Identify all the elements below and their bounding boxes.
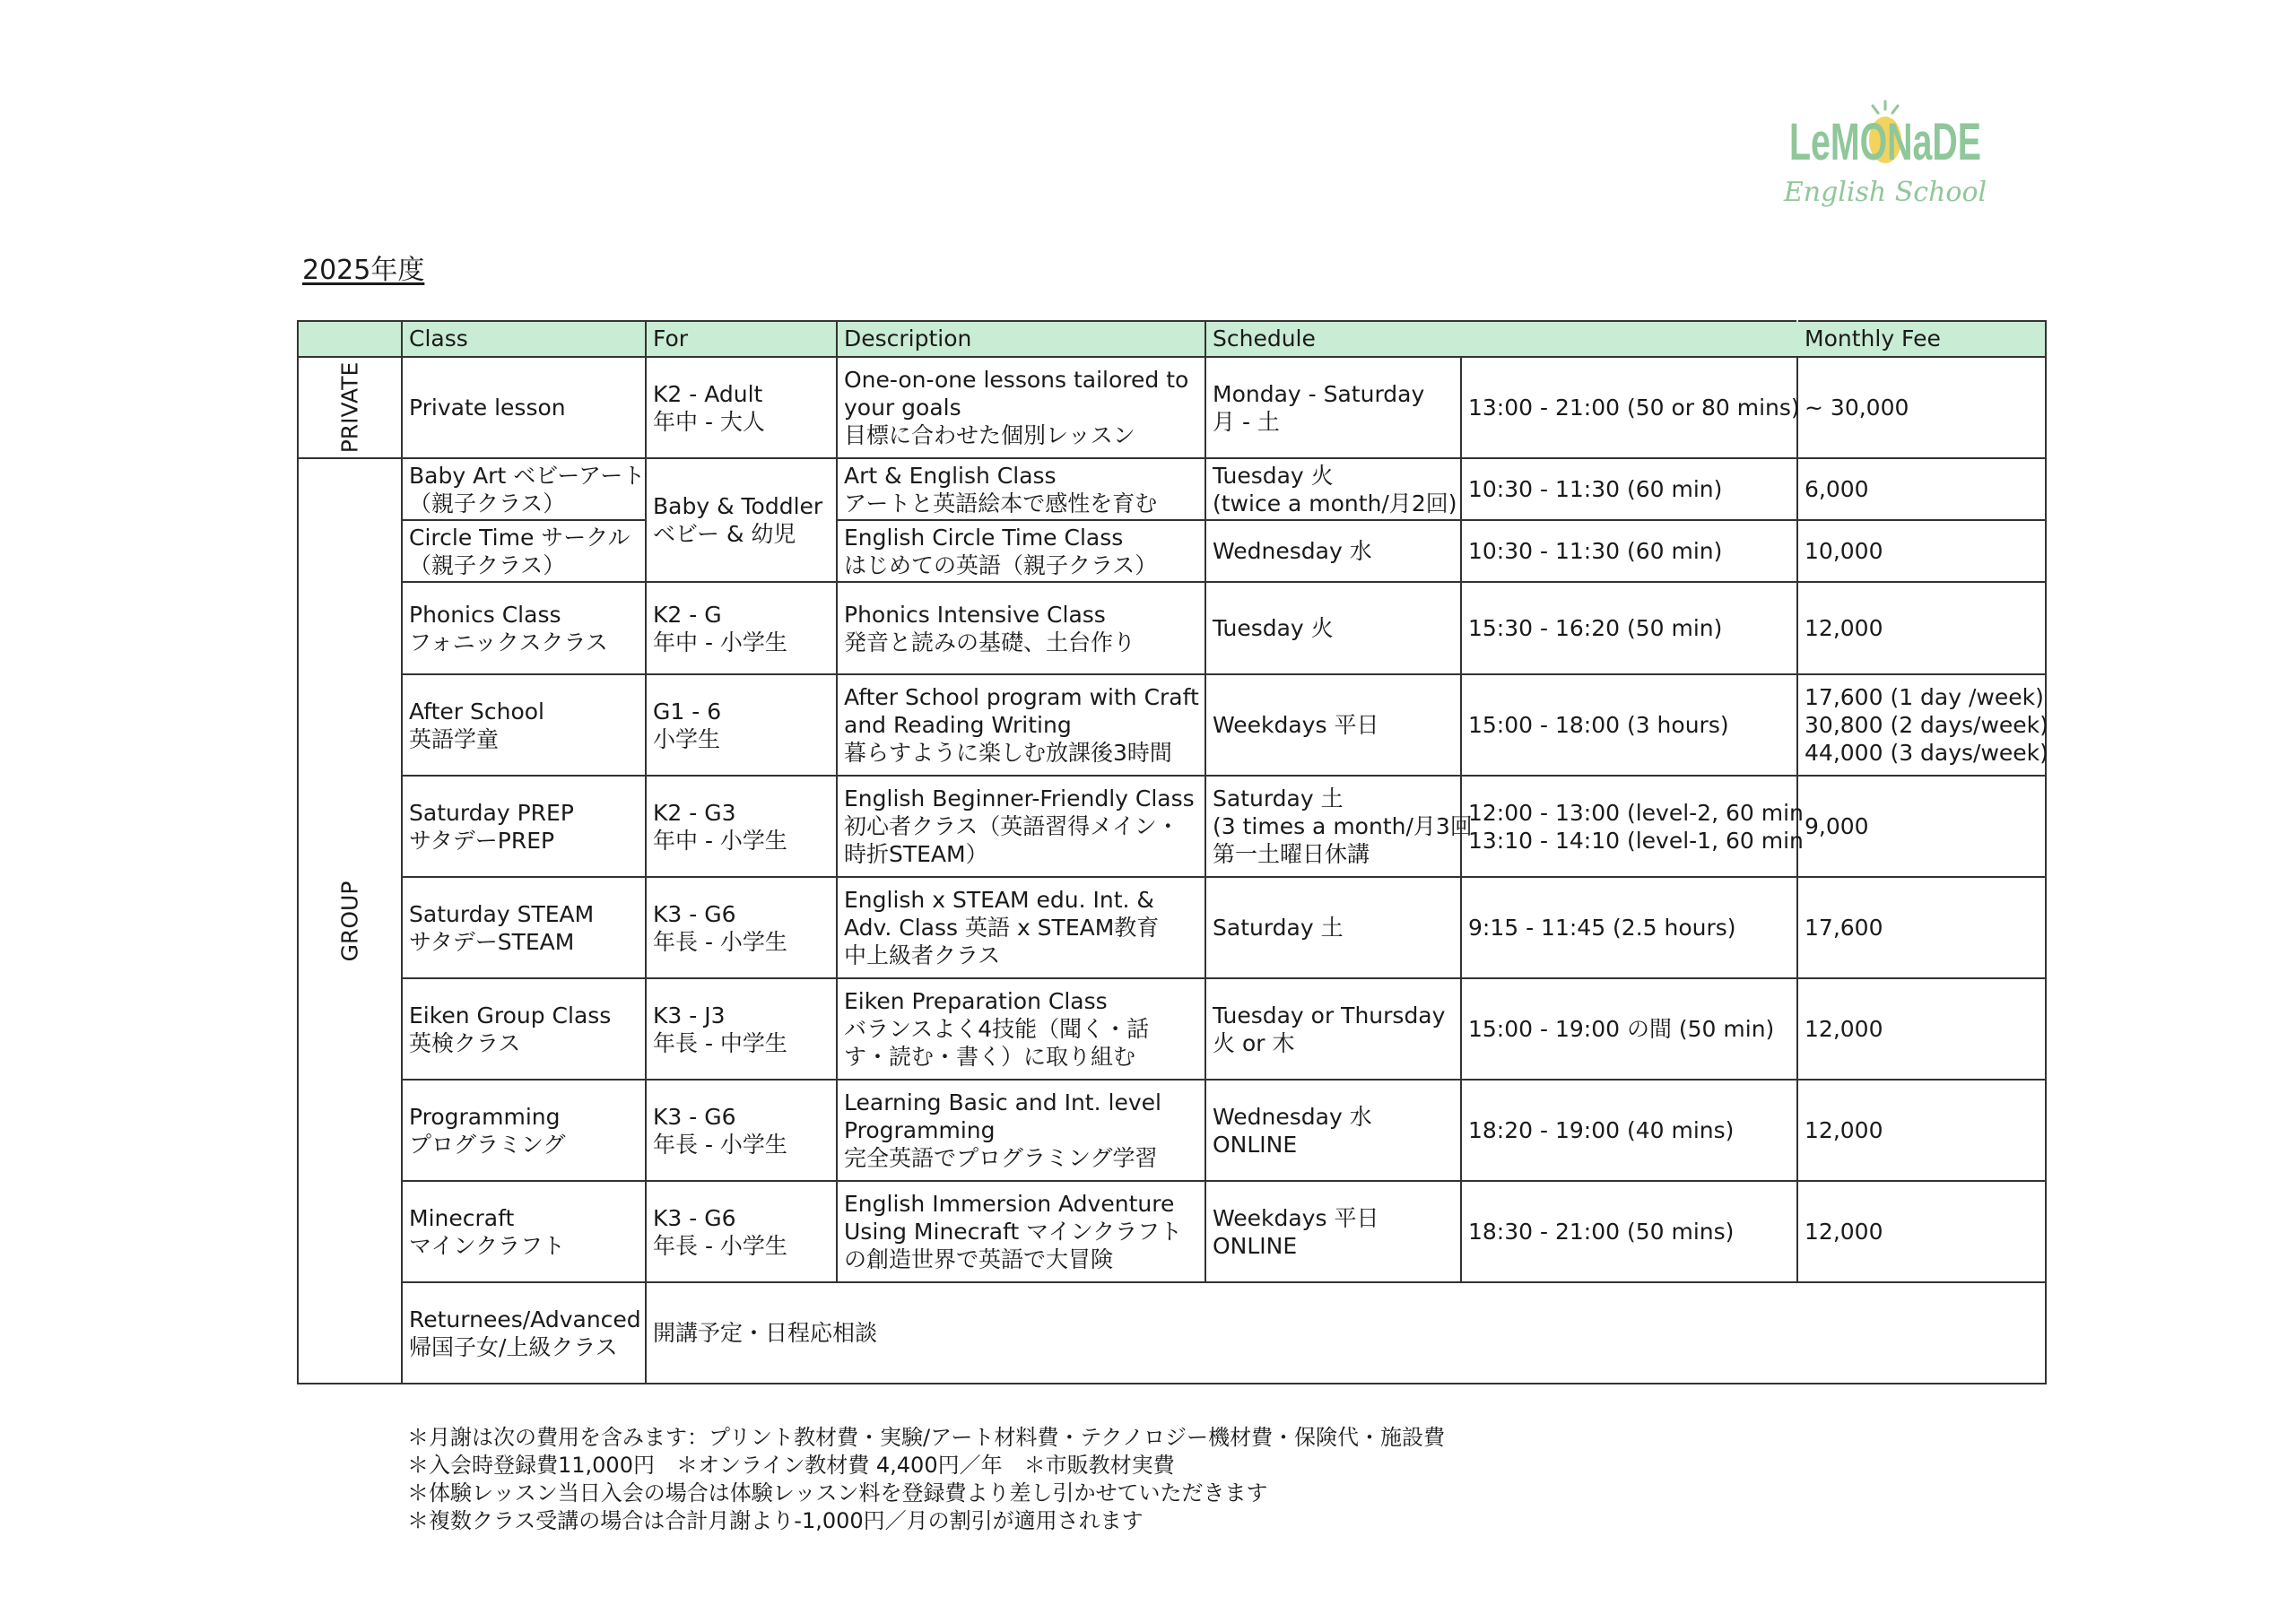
schedule-time-cell: 12:00 - 13:00 (level-2, 60 min 13:10 - 14:10 (level-1, 60 min [1461,776,1797,877]
brand-subtitle: English School [1783,177,1987,208]
fee-cell: 10,000 [1797,520,2046,582]
note-line: ＊複数クラス受講の場合は合計月謝より-1,000円／月の割引が適用されます [407,1508,1144,1533]
fee-cell: 12,000 [1797,1080,2046,1181]
class-cell: Programming プログラミング [402,1080,646,1181]
category-private: PRIVATE [298,357,402,458]
for-cell: K3 - G6 年長 - 小学生 [646,1080,837,1181]
table-row [298,978,2046,1080]
fee-cell: 12,000 [1797,582,2046,674]
for-cell: K2 - G 年中 - 小学生 [646,582,837,674]
schedule-time-cell: 10:30 - 11:30 (60 min) [1461,458,1797,520]
for-cell: K3 - G6 年長 - 小学生 [646,877,837,978]
fee-cell: 12,000 [1797,978,2046,1080]
description-cell: After School program with Craft and Reading Writing 暮らすように楽しむ放課後3時間 [837,674,1205,776]
schedule-time-cell: 18:30 - 21:00 (50 mins) [1461,1181,1797,1282]
for-cell: K2 - G3 年中 - 小学生 [646,776,837,877]
description-cell: Learning Basic and Int. level Programming 完全英語でプログラミング学習 [837,1080,1205,1181]
schedule-time-cell: 15:00 - 19:00 の間 (50 min) [1461,978,1797,1080]
description-cell: Eiken Preparation Class バランスよく4技能（聞く・話 す・読む・書く）に取り組む [837,978,1205,1080]
note-line: ＊月謝は次の費用を含みます：プリント教材費・実験/アート材料費・テクノロジー機材費・保険代・施設費 [407,1425,1445,1450]
class-cell: After School 英語学童 [402,674,646,776]
table-row [298,1282,2046,1384]
description-cell: English x STEAM edu. Int. & Adv. Class 英語 x STEAM教育 中上級者クラス [837,877,1205,978]
schedule-day-cell: Saturday 土 [1205,877,1461,978]
schedule-time-cell: 15:00 - 18:00 (3 hours) [1461,674,1797,776]
for-cell: K3 - J3 年長 - 中学生 [646,978,837,1080]
schedule-day-cell: Weekdays 平日 [1205,674,1461,776]
brand-wordmark: LeMONaDE [1789,113,1981,171]
schedule-time-cell: 13:00 - 21:00 (50 or 80 mins) [1461,357,1797,458]
header-category [298,321,402,357]
fee-cell: ~ 30,000 [1797,357,2046,458]
table-row [298,1080,2046,1181]
header-schedule: Schedule [1205,321,1797,357]
class-cell: Baby Art ベビーアート （親子クラス） [402,458,646,520]
table-row [298,582,2046,674]
class-cell: Saturday STEAM サタデーSTEAM [402,877,646,978]
fee-cell: 17,600 (1 day /week) 30,800 (2 days/week) 44,000 (3 days/week) [1797,674,2046,776]
description-cell: Art & English Class アートと英語絵本で感性を育む [837,458,1205,520]
category-group: GROUP [298,458,402,1384]
schedule-day-cell: Tuesday 火 (twice a month/月2回) [1205,458,1461,520]
table-row [298,357,2046,458]
schedule-time-cell: 15:30 - 16:20 (50 min) [1461,582,1797,674]
table-row [298,520,2046,582]
table-row [298,776,2046,877]
returnees-note-cell: 開講予定・日程応相談 [646,1282,2046,1384]
fee-cell: 9,000 [1797,776,2046,877]
table-row [298,877,2046,978]
fee-cell: 12,000 [1797,1181,2046,1282]
note-line: ＊体験レッスン当日入会の場合は体験レッスン料を登録費より差し引かせていただきます [407,1480,1268,1506]
class-cell: Saturday PREP サタデーPREP [402,776,646,877]
schedule-day-cell: Tuesday or Thursday 火 or 木 [1205,978,1461,1080]
lemon-sparkle-icon [1873,101,1898,113]
description-cell: English Immersion Adventure Using Minecraft マインクラフト の創造世界で英語で大冒険 [837,1181,1205,1282]
schedule-table [297,320,2047,1384]
schedule-day-cell: Monday - Saturday 月 - 土 [1205,357,1461,458]
header-monthly-fee: Monthly Fee [1797,321,2046,357]
description-cell: One-on-one lessons tailored to your goals 目標に合わせた個別レッスン [837,357,1205,458]
table-row [298,674,2046,776]
class-cell: Private lesson [402,357,646,458]
fee-notes [407,1424,1445,1535]
for-cell: K3 - G6 年長 - 小学生 [646,1181,837,1282]
year-title: 2025年度 [302,255,425,286]
table-row [298,1181,2046,1282]
class-cell: Minecraft マインクラフト [402,1181,646,1282]
schedule-time-cell: 18:20 - 19:00 (40 mins) [1461,1080,1797,1181]
schedule-day-cell: Tuesday 火 [1205,582,1461,674]
fee-cell: 17,600 [1797,877,2046,978]
header-description: Description [837,321,1205,357]
for-cell: G1 - 6 小学生 [646,674,837,776]
table-header-row [298,321,2046,357]
class-cell: Phonics Class フォニックスクラス [402,582,646,674]
class-cell: Eiken Group Class 英検クラス [402,978,646,1080]
for-cell: K2 - Adult 年中 - 大人 [646,357,837,458]
schedule-day-cell: Wednesday 水 [1205,520,1461,582]
schedule-day-cell: Saturday 土 (3 times a month/月3回 第一土曜日休講 [1205,776,1461,877]
schedule-day-cell: Wednesday 水 ONLINE [1205,1080,1461,1181]
schedule-time-cell: 9:15 - 11:45 (2.5 hours) [1461,877,1797,978]
class-cell: Returnees/Advanced 帰国子女/上級クラス [402,1282,646,1384]
table-row [298,458,2046,520]
schedule-time-cell: 10:30 - 11:30 (60 min) [1461,520,1797,582]
description-cell: English Beginner-Friendly Class 初心者クラス（英語習得メイン・ 時折STEAM） [837,776,1205,877]
description-cell: Phonics Intensive Class 発音と読みの基礎、土台作り [837,582,1205,674]
note-line: ＊入会時登録費11,000円 ＊オンライン教材費 4,400円／年 ＊市販教材実費 [407,1453,1175,1478]
schedule-day-cell: Weekdays 平日 ONLINE [1205,1181,1461,1282]
for-cell: Baby & Toddler ベビー & 幼児 [646,458,837,582]
header-for: For [646,321,837,357]
description-cell: English Circle Time Class はじめての英語（親子クラス） [837,520,1205,582]
lemonade-logo [1785,100,1991,217]
fee-cell: 6,000 [1797,458,2046,520]
header-class: Class [402,321,646,357]
class-cell: Circle Time サークル （親子クラス） [402,520,646,582]
